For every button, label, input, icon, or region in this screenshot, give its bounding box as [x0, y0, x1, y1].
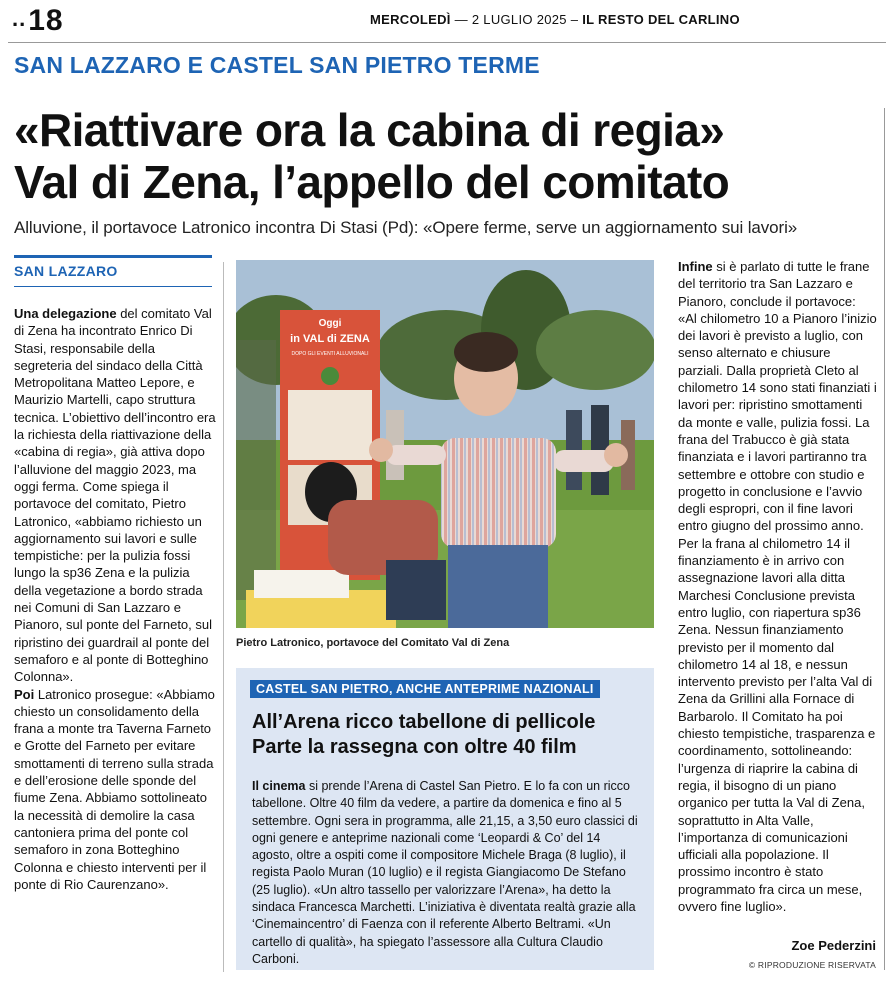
box-body — [252, 778, 644, 968]
copyright-notice: © RIPRODUZIONE RISERVATA — [748, 960, 876, 970]
right-border-rule — [884, 108, 885, 970]
paragraph-1-text: del comitato Val di Zena ha incontrato Enrico Di Stasi, responsabile della segreteria del sindaco della Città Metropolitana Matteo Lepore, e Maurizio Martelli, capo struttura tecnica. L’obiettivo dell’incontro era la richiesta della riattivazione della «cabina di regia», già attiva dopo l’alluvione del maggio 2023, ma oggi ferma. Come spiega il portavoce del comitato, Pietro Latronico, «abbiamo richiesto un aggiornamento sui lavori e sulle tempistiche: per la pulizia fossi lungo la sp36 Zena e la pulizia della vegetazione a bordo strada nei Comuni di San Lazzaro e Pianoro, sul ponte del Farneto, sul ripristino dei guardrail al ponte del semaforo e al ponte di Botteghino Colonna». — [14, 306, 216, 685]
section-title: SAN LAZZARO E CASTEL SAN PIETRO TERME — [14, 52, 540, 78]
box-kicker: CASTEL SAN PIETRO, ANCHE ANTEPRIME NAZIONALI — [250, 680, 600, 698]
masthead-line — [370, 12, 740, 27]
issue-day: MERCOLEDÌ — [370, 12, 451, 27]
box-title — [252, 710, 595, 760]
header-rule — [8, 42, 886, 43]
box-title-line-1: All’Arena ricco tabellone di pellicole — [252, 711, 596, 733]
paragraph-3-lead: Infine — [678, 259, 713, 274]
banner-text-1: Oggi — [318, 318, 342, 329]
box-body-lead: Il cinema — [252, 779, 306, 793]
article-column-left — [14, 305, 216, 893]
headline-line-2: Val di Zena, l’appello del comitato — [14, 156, 730, 208]
article-photo — [236, 260, 654, 628]
paragraph-3 — [678, 258, 878, 915]
photo-caption: Pietro Latronico, portavoce del Comitato Val di Zena — [236, 637, 510, 649]
banner-text-3: DOPO GLI EVENTI ALLUVIONALI — [291, 351, 369, 357]
article-kicker: SAN LAZZARO — [14, 263, 118, 279]
paragraph-1-lead: Una delegazione — [14, 306, 117, 321]
page-number-value: 18 — [28, 4, 64, 37]
paragraph-2-lead: Poi — [14, 686, 35, 702]
headline — [14, 104, 884, 208]
article-column-right — [678, 258, 878, 915]
page-number-prefix: .. — [12, 6, 27, 31]
paragraph-3-text: si è parlato di tutte le frane del territorio tra San Lazzaro e Pianoro, conclude il portavoce: «Al chilometro 10 a Pianoro l’inizio dei lavori è previsto a luglio, con senso alternato e chiusure parziali. Dalla proprietà Cleto al chilometro 14 sono stati finanziati i lavori per: ripristino smottamenti da monte e valle, pulizia fossi. La frana del Trabucco è già stata finanziata e i lavori partiranno tra settembre e ottobre con studio e progetto in conclusione e l’avvio degli espropri, con il fine lavori entro giugno del prossimo anno. Per la frana al chilometro 14 il finanziamento è in arrivo con assegnazione lavori alla ditta Marchesi Conclusione prevista entro luglio, con riapertura sp36 Zena. Nessun finanziamento previsto per il momento dal chilometro 14 al 18, e nessun intervento previsto per l’alta Val di Zena da Grillini alla Fornace di Barbarolo. Il Comitato ha poi chiesto tempistiche, trasparenza e coordinamento, sottolineando: l’urgenza di riaprire la cabina di regia, il bisogno di un piano organico per tutta la Val di Zena, soprattutto in Alta Valle, l’importanza di comunicazioni ufficiali alla popolazione. Il prossimo incontro è stato programmato fra circa un mese, ovvero fine luglio». — [678, 259, 877, 914]
box-body-text: si prende l’Arena di Castel San Pietro. E lo fa con un ricco tabellone. Oltre 40 film da vedere, a partire da domenica e fino al 5 settembre. Ogni sera in programma, alle 21,15, a 3,50 euro classici di ogni genere e anteprime nazionali come ‘Leopardi & Co’ del 14 agosto, oltre a ospiti come il compositore Michele Braga (8 luglio), il regista Paolo Muran (10 luglio) e il regista Giangiacomo De Stefano (25 luglio). «Un altro tassello per valorizzare l’Arena», ha detto la sindaca Francesca Marchetti. L’iniziativa è diventata realtà grazie alla ‘Cinemaincentro’ di Faenza con il referente Alberto Beltrami. «Un cartello di qualità», ha spiegato l’assessore alla Cultura Claudio Carboni. — [252, 779, 638, 966]
sidebar-box — [236, 668, 654, 970]
headline-line-1: «Riattivare ora la cabina di regia» — [14, 104, 725, 156]
photo-illustration — [236, 260, 654, 628]
paragraph-1 — [14, 305, 216, 686]
issue-separator: — — [454, 12, 468, 27]
column-divider — [223, 262, 224, 972]
box-title-line-2: Parte la rassegna con oltre 40 film — [252, 736, 577, 758]
subheadline: Alluvione, il portavoce Latronico incontra Di Stasi (Pd): «Opere ferme, serve un aggiornamento sui lavori» — [14, 218, 798, 237]
paragraph-2-text: Latronico prosegue: «Abbiamo chiesto un consolidamento della frana a monte tra Taverna Farneto e Grotte del Farneto per evitare smottamenti di terreno sulla strada e dell’erosione delle sponde del fiume Zena. Abbiamo sottolineato la necessità di demolire la casa cantoniera prima del ponte col semaforo in zona Botteghino Colonna e chiesto interventi per il ponte di Rio Caurenzano». — [14, 686, 215, 892]
banner-text-2: in VAL di ZENA — [290, 333, 370, 345]
issue-dash: – — [570, 12, 579, 27]
page-number — [12, 4, 64, 38]
issue-date: 2 LUGLIO 2025 — [471, 12, 567, 27]
paragraph-2 — [14, 686, 216, 894]
kicker-rule-top — [14, 255, 212, 258]
author-signature: Zoe Pederzini — [791, 938, 876, 953]
newspaper-name: IL RESTO DEL CARLINO — [582, 12, 740, 27]
kicker-rule-bottom — [14, 286, 212, 287]
